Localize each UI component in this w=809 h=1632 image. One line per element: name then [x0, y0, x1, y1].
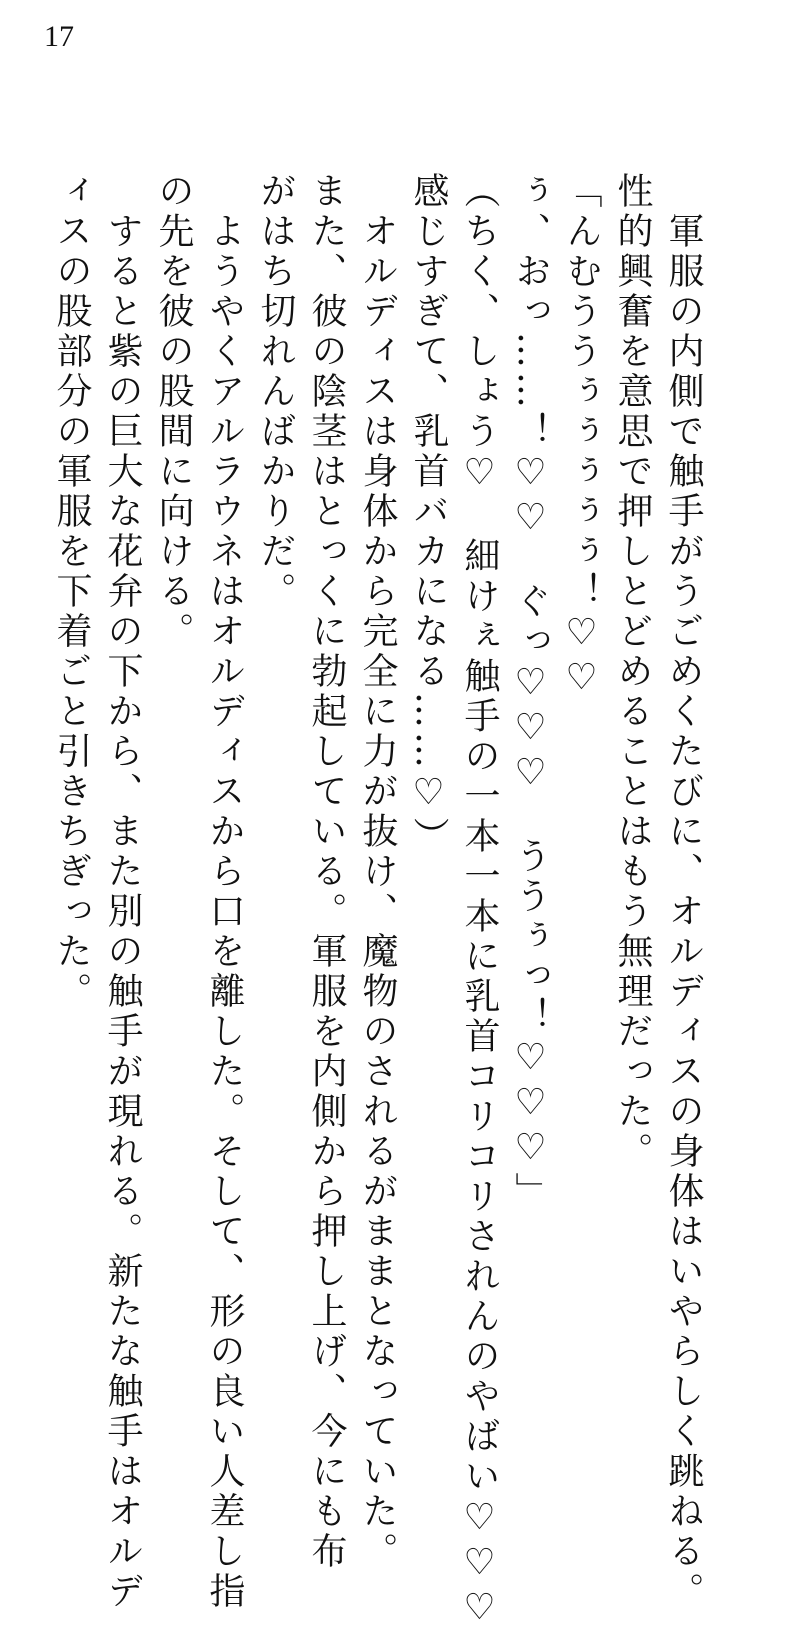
text-line: （ちく、しょう♡ 細けぇ触手の一本一本に乳首コリコリされんのやばい♡♡♡ [459, 172, 500, 1632]
text-line: ぅ、おっ……！♡♡ ぐっ♡♡♡ ううぅっ！♡♡♡」 [510, 172, 551, 1212]
text-line: ようやくアルラウネはオルディスから口を離した。そして、形の良い人差し指 [204, 172, 245, 1612]
novel-text-body [46, 172, 709, 1632]
text-line: がはち切れんばかりだ。 [255, 172, 296, 612]
text-line: の先を彼の股間に向ける。 [153, 172, 194, 652]
text-line: また、彼の陰茎はとっくに勃起している。軍服を内側から押し上げ、今にも布 [306, 172, 347, 1572]
page-number: 17 [44, 20, 74, 53]
text-line: すると紫の巨大な花弁の下から、また別の触手が現れる。新たな触手はオルデ [102, 172, 143, 1612]
text-line: 感じすぎて、乳首バカになる……♡） [408, 172, 449, 857]
text-line: 性的興奮を意思で押しとどめることはもう無理だった。 [612, 172, 653, 1172]
text-line: ィスの股部分の軍服を下着ごと引きちぎった。 [51, 172, 92, 1012]
text-line: オルディスは身体から完全に力が抜け、魔物のされるがままとなっていた。 [357, 172, 398, 1572]
text-line: 「んむううぅぅぅぅぅ！♡♡ [561, 172, 602, 702]
text-line: 軍服の内側で触手がうごめくたびに、オルディスの身体はいやらしく跳ねる。 [663, 172, 704, 1612]
